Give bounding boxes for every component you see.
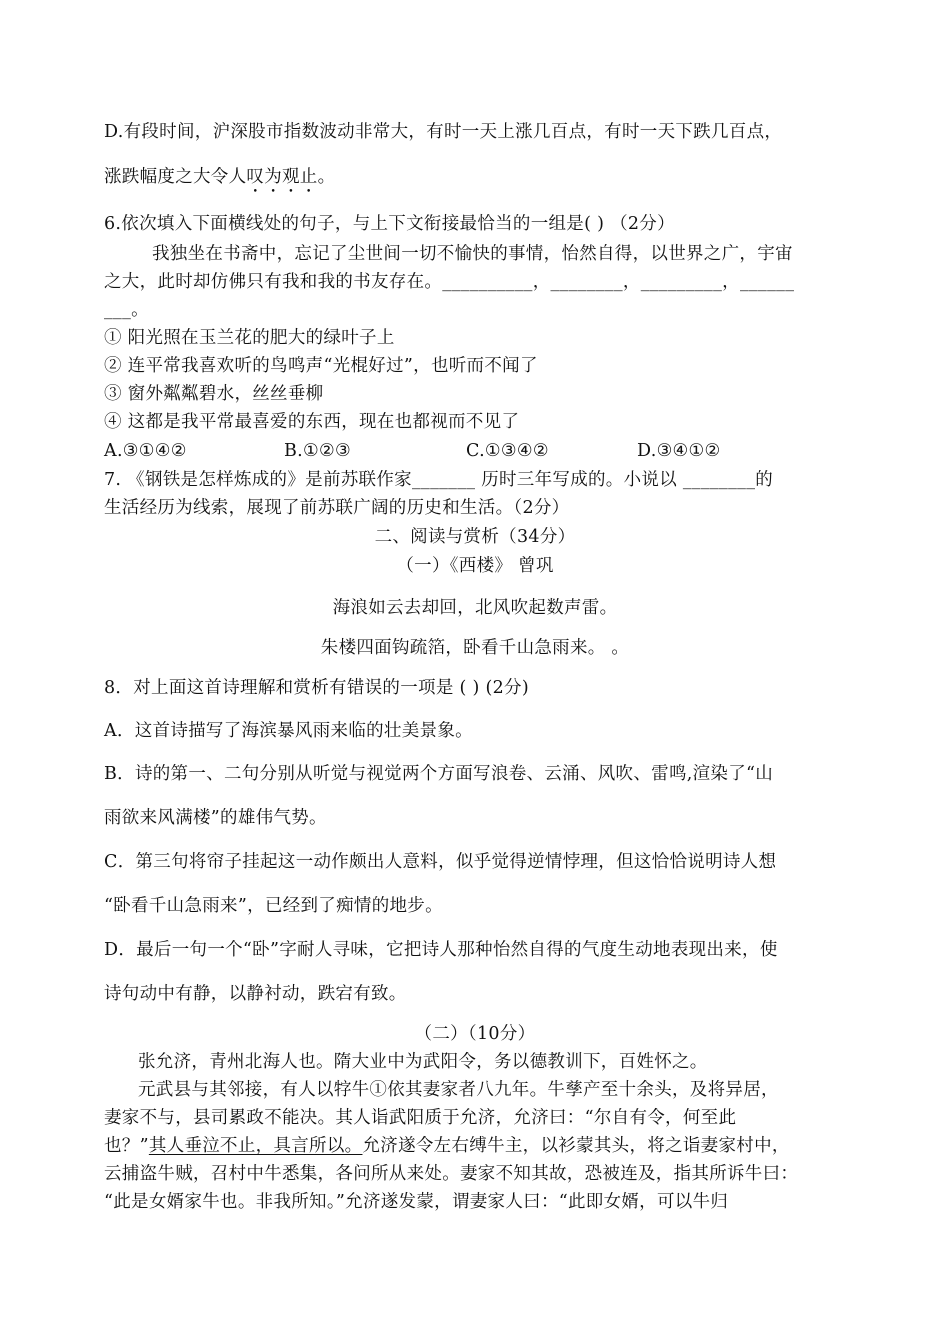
q5-option-d-text: 涨跌幅度之大令人: [104, 167, 247, 187]
q8-stem: 8．对上面这首诗理解和赏析有错误的一项是 ( ) (2分): [104, 678, 529, 698]
q8-option-b-line2: 雨欲来风满楼”的雄伟气势。: [104, 808, 327, 828]
q6-choice-d: D.③④①②: [637, 441, 721, 461]
passage-text: 允济遂令左右缚牛主，以衫蒙其头，将之诣妻家村中，: [362, 1136, 790, 1156]
q7-text-a: 7. 《钢铁是怎样炼成的》是前苏联作家: [104, 470, 412, 490]
passage-text: 也？”: [104, 1136, 149, 1156]
passage-para-1: 张允济，青州北海人也。隋大业中为武阳令，务以德教训下，百姓怀之。: [138, 1052, 708, 1072]
q6-passage-line1: 我独坐在书斋中，忘记了尘世间一切不愉快的事情，怡然自得，以世界之广，宇宙: [152, 244, 793, 264]
q8-option-d-line1: D．最后一句一个“卧”字耐人寻味，它把诗人那种怡然自得的气度生动地表现出来，使: [104, 940, 778, 960]
q8-option-b-line1: B．诗的第一、二句分别从听觉与视觉两个方面写浪卷、云涌、风吹、雷鸣,渲染了“山: [104, 764, 774, 784]
q8-option-a: A．这首诗描写了海滨暴风雨来临的壮美景象。: [104, 721, 473, 741]
q6-sentence-1: ① 阳光照在玉兰花的肥大的绿叶子上: [104, 328, 395, 348]
section-title: 二、阅读与赏析（34分）: [374, 527, 576, 547]
q6-choice-b: B.①②③: [284, 441, 351, 461]
passage-para-2-line5: “此是女婿家牛也。非我所知。”允济遂发蒙，谓妻家人曰：“此即女婿，可以牛归: [104, 1192, 729, 1212]
poem-line-2: 朱楼四面钩疏箔，卧看千山急雨来。 。: [320, 638, 630, 658]
q7-text-c: 的: [755, 470, 774, 490]
q7-blank-character: ________: [682, 470, 756, 490]
q8-option-d-line2: 诗句动中有静，以静衬动，跌宕有致。: [104, 984, 407, 1004]
q7-line2: 生活经历为线索，展现了前苏联广阔的历史和生活。（2分）: [104, 498, 570, 518]
emphasized-phrase: 叹为观止: [246, 167, 318, 187]
q6-passage-line3: ___。: [104, 300, 149, 320]
q6-passage-line2: 之大，此时却仿佛只有我和我的书友存在。__________，________，_________，______: [104, 272, 795, 292]
q5-option-d-end: 。: [317, 167, 336, 187]
q5-option-d-line2: [104, 165, 335, 197]
q8-option-c-line1: C．第三句将帘子挂起这一动作颇出人意料，似乎觉得逆情悖理，但这恰恰说明诗人想: [104, 852, 777, 872]
q7-text-b: 历时三年写成的。小说以: [475, 470, 683, 490]
q6-choice-a: A.③①④②: [104, 441, 187, 461]
passage-para-2-line4: 云捕盗牛贼，召村中牛悉集，各问所从来处。妻家不知其故，恐被连及，指其所诉牛曰：: [104, 1164, 799, 1184]
q6-sentence-3: ③ 窗外粼粼碧水，丝丝垂柳: [104, 384, 324, 404]
underlined-sentence: 其人垂泣不止，具言所以。: [148, 1136, 363, 1156]
q7-blank-author: _______: [411, 470, 476, 490]
poem-title: （一）《西楼》 曾巩: [396, 556, 554, 576]
part2-title: （二）（10分）: [414, 1024, 536, 1044]
q8-option-c-line2: “卧看千山急雨来”，已经到了痴情的地步。: [104, 896, 443, 916]
poem-line-1: 海浪如云去却回，北风吹起数声雷。: [332, 598, 618, 618]
q5-option-d-line1: D.有段时间，沪深股市指数波动非常大，有时一天上涨几百点，有时一天下跌几百点，: [104, 122, 783, 142]
q7-line1: [104, 468, 773, 492]
q6-sentence-4: ④ 这都是我平常最喜爱的东西，现在也都视而不见了: [104, 412, 520, 432]
passage-para-2-line3: [104, 1134, 790, 1158]
q6-choice-c: C.①③④②: [466, 441, 549, 461]
q6-stem: 6.依次填入下面横线处的句子，与上下文衔接最恰当的一组是( ) （2分）: [104, 214, 675, 234]
passage-para-2-line2: 妻家不与，县司累政不能决。其人诣武阳质于允济，允济曰：“尔自有令，何至此: [104, 1108, 737, 1128]
q6-sentence-2: ② 连平常我喜欢听的鸟鸣声“光棍好过”，也听而不闻了: [104, 356, 538, 376]
passage-para-2-line1: 元武县与其邻接，有人以牸牛①依其妻家者八九年。牛孳产至十余头，及将异居，: [138, 1080, 779, 1100]
